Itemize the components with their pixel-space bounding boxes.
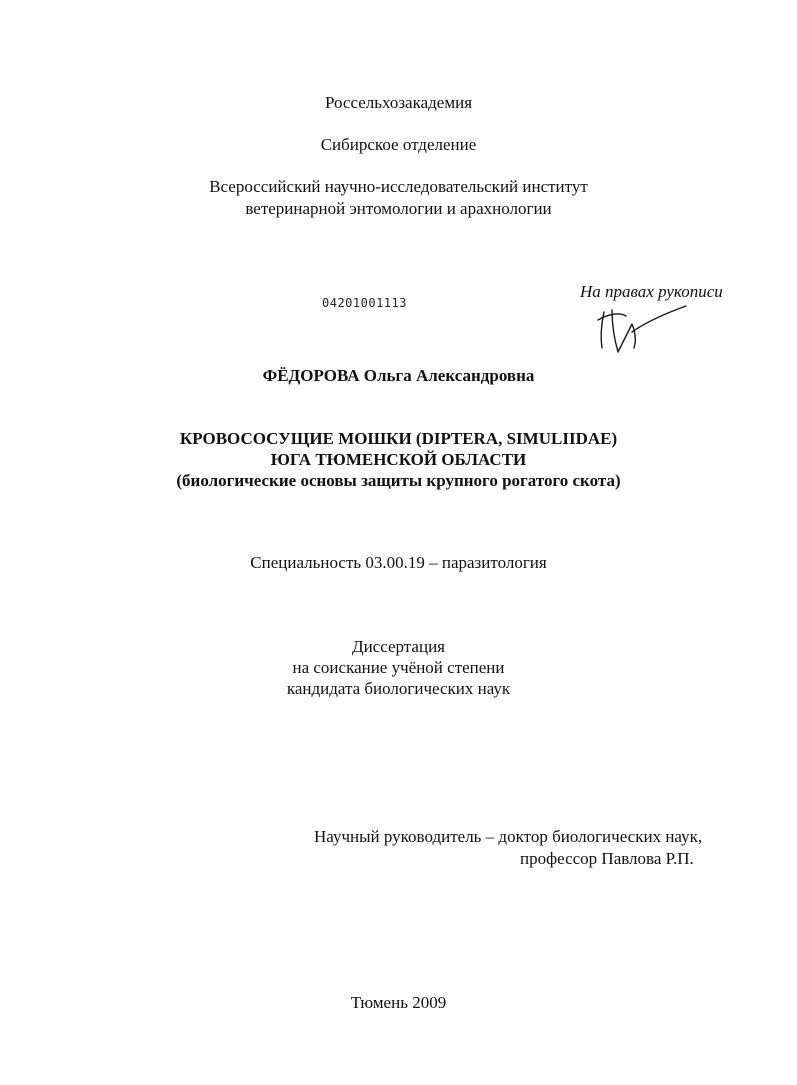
author-name: ФЁДОРОВА Ольга Александровна	[262, 366, 535, 385]
dissertation-title-line2: ЮГА ТЮМЕНСКОЙ ОБЛАСТИ	[270, 450, 527, 469]
dissertation-title-line3: (биологические основы защиты крупного рогатого скота)	[176, 471, 621, 490]
degree-line1: Диссертация	[351, 637, 445, 656]
supervisor-line1: Научный руководитель – доктор биологических наук,	[314, 827, 703, 846]
scientific-supervisor	[314, 826, 702, 870]
handwritten-signature	[592, 302, 692, 358]
city-year: Тюмень 2009	[350, 993, 447, 1012]
registration-number: 04201001113	[322, 296, 407, 310]
division-name: Сибирское отделение	[320, 135, 477, 154]
dissertation-title-line1: КРОВОСОСУЩИЕ МОШКИ (DIPTERA, SIMULIIDAE)	[179, 429, 618, 448]
supervisor-line2: профессор Павлова Р.П.	[520, 849, 694, 868]
manuscript-rights-note: На правах рукописи	[580, 282, 723, 301]
academy-name: Россельхозакадемия	[324, 93, 473, 112]
degree-line3: кандидата биологических наук	[286, 679, 511, 698]
institute-name-line1: Всероссийский научно-исследовательский институт	[209, 177, 588, 196]
degree-line2: на соискание учёной степени	[292, 658, 505, 677]
specialty: Специальность 03.00.19 – паразитология	[250, 553, 547, 572]
institute-name-line2: ветеринарной энтомологии и арахнологии	[245, 199, 552, 218]
